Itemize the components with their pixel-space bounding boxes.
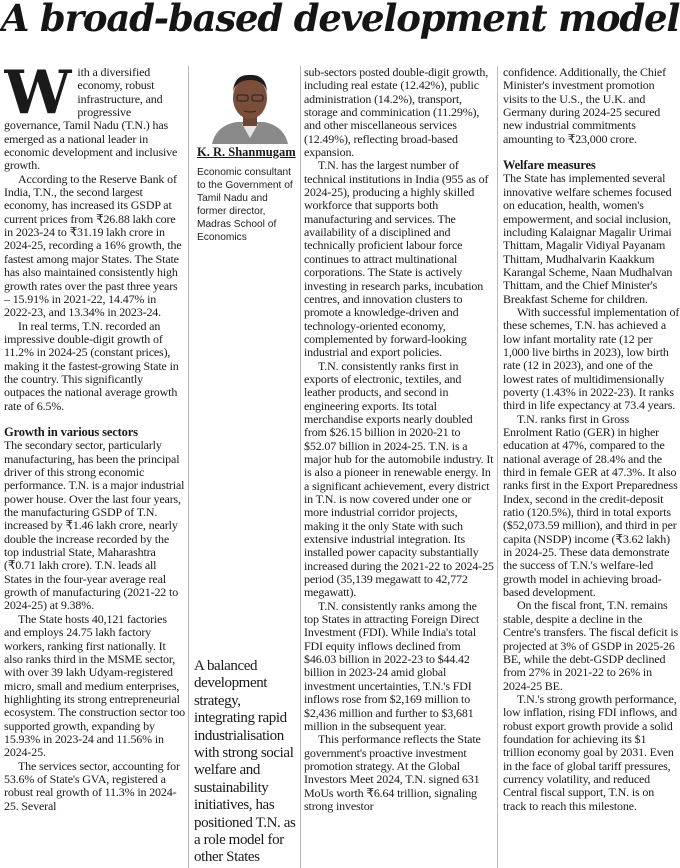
lead-text: ith a diversified economy, robust infrastructure, and progressive governance, Tamil Nadu (T.N.) has emerged as a national leader in economic development and inclusive growth. bbox=[4, 66, 178, 173]
paragraph: confidence. Additionally, the Chief Minister's investment promotion visits to the U.S., the U.K. and Germany during 2024-25 secured new industrial commitments amounting to ₹23,000 crore. bbox=[503, 66, 666, 146]
drop-cap: W bbox=[4, 66, 72, 128]
paragraph: The secondary sector, particularly manufacturing, has been the principal driver of this strong economic performance. T.N. is a major industrial power house. Over the last four years, the manufacturing GSDP of T.N. increased by ₹1.46 lakh crore, nearly double the increase recorded by the top industrial State, Maharashtra (₹0.71 lakh crore). T.N. leads all States in the four-year average real growth of manufacturing (2021-22 to 2024-25) at 9.38%. bbox=[4, 438, 185, 613]
paragraph: According to the Reserve Bank of India, T.N., the second largest economy, has increased its GSDP at current prices from ₹26.88 lakh core in 2023-24 to ₹31.19 lakh crore in 2024-25, recording a 16% growth, the fastest among major States. The State has also maintained consistently high growth rates over the past three years – 15.91% in 2021-22, 14.47% in 2022-23, and 13.34% in 2023-24. bbox=[4, 171, 182, 320]
paragraph: The services sector, accounting for 53.6% of State's GVA, registered a robust real growth of 11.3% in 2024-25. Several bbox=[4, 758, 180, 813]
article-column-4 bbox=[503, 66, 680, 866]
paragraph: This performance reflects the State government's proactive investment promotion strategy. At the Global Investors Meet 2024, T.N. signed 631 MoUs worth ₹6.64 trillion, signaling strong investor bbox=[304, 732, 481, 813]
author-bio: Economic consultant to the Government of Tamil Nadu and former director, Madras School of Economics bbox=[197, 167, 293, 243]
paragraph: The State has implemented several innovative welfare schemes focused on education, health, women's empowerment, and social inclusion, including Kalaignar Magalir Urimai Thittam, Magalir Vidiyal Payanam Thittam, Mudhalvarin Kaakkum Karangal Scheme, Naan Mudhalvan Thittam, and the Chief Minister's Breakfast Scheme for children. bbox=[503, 171, 673, 306]
article-column-3 bbox=[304, 66, 494, 866]
pull-quote: A balanced development strategy, integrating rapid industrialisation with strong social welfare and sustainability initiatives, has positioned T.N. as a role model for other States bbox=[194, 658, 296, 866]
paragraph: T.N. has the largest number of technical institutions in India (955 as of 2024-25), producing a highly skilled workforce that supports both manufacturing and services. The availability of a disciplined and technically proficient labour force continues to attract multinational corporations. The State is actively investing in research parks, incubation centres, and innovation clusters to promote a knowledge-driven and technology-oriented economy, complemented by forward-looking industrial and export policies. bbox=[304, 158, 489, 360]
paragraph: T.N. consistently ranks first in exports of electronic, textiles, and leather products, and second in engineering exports. Its total merchandise exports nearly doubled from $26.15 billion in 2020-21 to $52.07 billion in 2024-25. T.N. is a major hub for the automobile industry. It is also a pioneer in renewable energy. In a significant achievement, every district in T.N. is now covered under one or more industrial corridor projects, making it the only State with such extensive industrial integration. Its installed power capacity substantially increased during the 2021-22 to 2024-25 period (35,139 megawatt to 42,772 megawatt). bbox=[304, 358, 494, 600]
author-name: K. R. Shanmugam bbox=[197, 145, 296, 159]
article-column-1 bbox=[4, 66, 186, 866]
lead-paragraph bbox=[4, 66, 186, 173]
author-photo bbox=[206, 66, 294, 144]
paragraph: T.N. consistently ranks among the top States in attracting Foreign Direct Investment (FDI). While India's total FDI equity inflows declined from $46.03 billion in 2022-23 to $44.42 billion in 2023-24 amid global investment uncertainties, T.N.'s FDI inflows rose from $2,169 million to $2,436 million and further to $3,681 million in the subsequent year. bbox=[304, 598, 480, 733]
column-divider bbox=[497, 66, 498, 868]
paragraph: On the fiscal front, T.N. remains stable, despite a decline in the Centre's transfers. The fiscal deficit is projected at 3% of GSDP in 2025-26 BE, while the debt-GSDP declined from 27% in 2021-22 to 26% in 2024-25 BE. bbox=[503, 598, 679, 693]
subheading-welfare: Welfare measures bbox=[503, 158, 596, 173]
column-divider bbox=[300, 66, 301, 868]
paragraph: T.N.'s strong growth performance, low inflation, rising FDI inflows, and robust export growth provide a solid foundation for achieving its $1 trillion economy goal by 2031. Even in the face of global tariff pressures, currency volatility, and reduced Central fiscal support, T.N. is on track to reach this milestone. bbox=[503, 691, 677, 813]
paragraph: sub-sectors posted double-digit growth, including real estate (12.42%), public administration (14.2%), transport, storage and comminication (11.29%), and other miscellaneous services (12.49%), reflecting broad-based expansion. bbox=[304, 66, 489, 160]
subheading-growth: Growth in various sectors bbox=[4, 424, 138, 439]
headline: A broad-based development model bbox=[0, 0, 680, 40]
paragraph: The State hosts 40,121 factories and employs 24.75 lakh factory workers, ranking first nationally. It also ranks third in the MSME sector, with over 39 lakh Udyam-registered micro, small and medium enterprises, highlighting its strong entrepreneurial ecosystem. The construction sector too supported growth, expanding by 15.93% in 2023-24 and 11.56% in 2024-25. bbox=[4, 611, 186, 760]
paragraph: In real terms, T.N. recorded an impressive double-digit growth of 11.2% in 2024-25 (constant prices), making it the fastest-growing State in the country. This significantly outpaces the national average growth rate of 6.5%. bbox=[4, 318, 179, 413]
paragraph: With successful implementation of these schemes, T.N. has achieved a low infant mortality rate (12 per 1,000 live births in 2023), low birth rate (12 in 2023), and one of the lowest rates of multidimensionally poverty (1.43% in 2022-23). It ranks third in life expectancy at 73.4 years. bbox=[503, 304, 680, 413]
paragraph: T.N. ranks first in Gross Enrolment Ratio (GER) in higher education at 47%, compared to the national average of 28.4% and the third in female GER at 47.3%. It also ranks first in the Export Preparedness Index, second in the credit-deposit ratio (120.5%), third in total exports ($52,073.59 million), and third in per capita (NSDP) income (₹3.62 lakh) in 2024-25. These data demonstrate the success of T.N.'s welfare-led growth model in achieving broad-based development. bbox=[503, 411, 678, 600]
column-divider bbox=[188, 66, 189, 868]
